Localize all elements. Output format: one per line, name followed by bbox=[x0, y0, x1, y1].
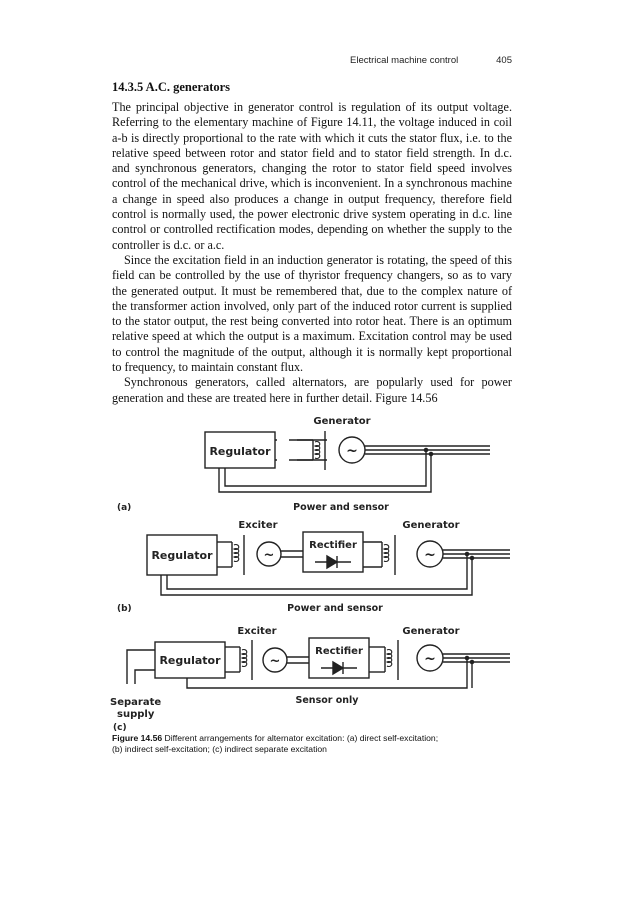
paragraph-3: Synchronous generators, called alternators, are popularly used for power generation and these are treated here in further detail. Figure 14.56 bbox=[112, 375, 512, 405]
section-heading: 14.3.5 A.C. generators bbox=[112, 80, 231, 94]
separate-supply-label-1: Separate bbox=[110, 697, 162, 708]
paragraph-1: The principal objective in generator control is regulation of its output voltage. Referring to the elementary machine of Figure 14.11, the voltage induced in coil a-b is directly proportional to the rate with which it cuts the stator flux, i.e. to the relative speed between rotor and stator field and to stator field strength. In d.c. and synchronous generators, changing the rotor to stator field speed involves control of the mechanical drive, which is inconvenient. In a synchronous machine a change in speed also produces a change in output frequency, therefore field control is normally used, the power electronic drive system operating in d.c. line control or controlled rectification modes, depending on whether the supply to the controller is d.c. or a.c. bbox=[112, 100, 512, 252]
regulator-label-c: Regulator bbox=[159, 654, 221, 667]
generator-field-coil-b bbox=[382, 542, 389, 567]
diagram-c-label: (c) bbox=[113, 723, 127, 732]
exciter-field-coil-b bbox=[232, 542, 239, 567]
page-number: 405 bbox=[496, 55, 512, 66]
diode-symbol-c bbox=[321, 662, 357, 674]
header-title: Electrical machine control bbox=[350, 55, 459, 66]
rectifier-box-c bbox=[309, 638, 369, 678]
exciter-label-c: Exciter bbox=[237, 626, 277, 637]
feedback-label-b: Power and sensor bbox=[287, 603, 383, 614]
diagram-b-label: (b) bbox=[117, 604, 132, 614]
diagram-a bbox=[117, 416, 490, 513]
generator-label-a: Generator bbox=[313, 416, 371, 427]
ac-symbol-generator-c: ~ bbox=[424, 651, 436, 667]
ac-symbol-generator-b: ~ bbox=[424, 547, 436, 563]
rectifier-box-b bbox=[303, 532, 363, 572]
generator-field-coil-c bbox=[385, 647, 392, 672]
ac-symbol-exciter-b: ~ bbox=[263, 548, 275, 563]
figure-caption bbox=[112, 733, 512, 755]
regulator-label-b: Regulator bbox=[151, 549, 213, 562]
diagram-b bbox=[117, 520, 510, 614]
diagram-a-label: (a) bbox=[117, 503, 132, 513]
ac-symbol-a: ~ bbox=[346, 443, 358, 459]
ac-symbol-exciter-c: ~ bbox=[269, 654, 281, 669]
excitation-diagram bbox=[105, 402, 525, 732]
rectifier-label-c: Rectifier bbox=[315, 646, 363, 657]
caption-label: Figure 14.56 bbox=[112, 733, 163, 743]
exciter-field-coil-c bbox=[240, 647, 247, 672]
paragraph-2: Since the excitation field in an induction generator is rotating, the speed of this field can be controlled by the use of thyristor frequency changers, so as to vary the generated output. It must be remembered that, due to the complex nature of the transformer action involved, only part of the induced rotor current is supplied to the stator output, the rest being converted into rotor heat. There is an optimum relative speed at which the output is a maximum. Excitation control may be used to control the magnitude of the output, although it is normally kept proportional to frequency, to maintain constant flux. bbox=[112, 252, 512, 375]
generator-label-b: Generator bbox=[402, 520, 460, 531]
regulator-label-a: Regulator bbox=[209, 445, 271, 458]
feedback-label-a: Power and sensor bbox=[293, 502, 389, 513]
generator-label-c: Generator bbox=[402, 626, 460, 637]
rectifier-label-b: Rectifier bbox=[309, 540, 357, 551]
feedback-label-c: Sensor only bbox=[295, 695, 359, 706]
diagram-c bbox=[110, 626, 510, 732]
diode-symbol-b bbox=[315, 556, 351, 568]
figure-14-56 bbox=[105, 402, 525, 732]
field-coil-a bbox=[313, 440, 320, 460]
body-text bbox=[112, 100, 512, 406]
exciter-label-b: Exciter bbox=[238, 520, 278, 531]
caption-line-2: (b) indirect self-excitation; (c) indirect separate excitation bbox=[112, 744, 327, 754]
separate-supply-label-2: supply bbox=[117, 709, 155, 720]
caption-line-1: Different arrangements for alternator excitation: (a) direct self-excitation; bbox=[164, 733, 439, 743]
